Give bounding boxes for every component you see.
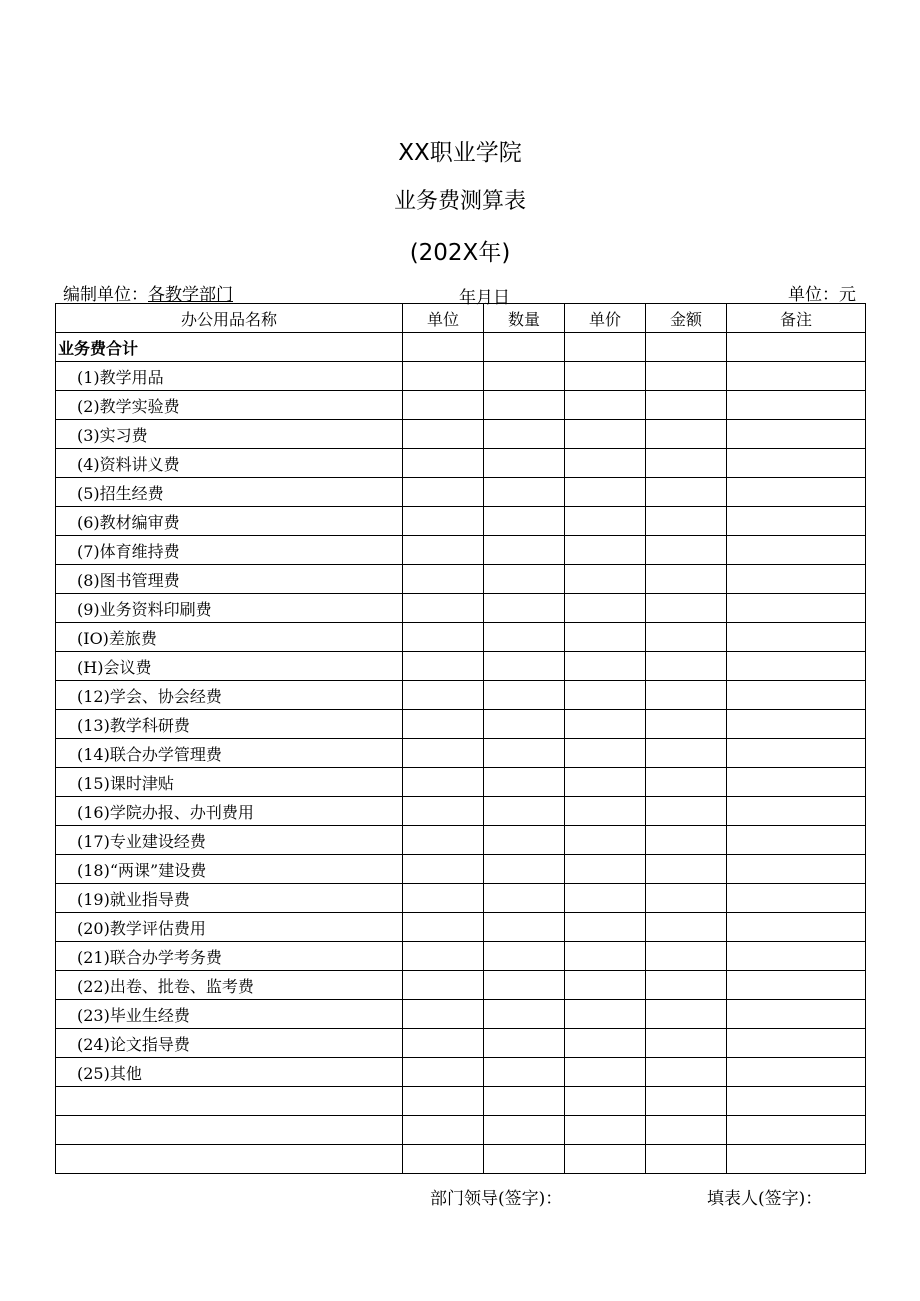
total-label: 业务费合计	[56, 333, 403, 362]
table-cell[interactable]	[727, 1000, 866, 1029]
table-cell[interactable]	[565, 797, 646, 826]
table-row	[56, 1058, 866, 1087]
table-cell[interactable]	[565, 362, 646, 391]
table-cell[interactable]	[484, 1029, 565, 1058]
table-cell[interactable]	[727, 710, 866, 739]
table-cell[interactable]	[484, 391, 565, 420]
table-cell[interactable]	[484, 884, 565, 913]
table-cell[interactable]	[403, 1029, 484, 1058]
table-cell[interactable]	[565, 565, 646, 594]
item-name-cell: (17)专业建设经费	[56, 826, 403, 855]
col-header-remarks: 备注	[727, 304, 866, 333]
table-cell[interactable]	[484, 449, 565, 478]
table-row	[56, 1145, 866, 1174]
table-cell[interactable]	[484, 594, 565, 623]
col-header-quantity: 数量	[484, 304, 565, 333]
table-row	[56, 797, 866, 826]
table-cell[interactable]	[484, 826, 565, 855]
table-cell[interactable]	[727, 420, 866, 449]
total-row	[56, 333, 866, 362]
table-cell[interactable]	[646, 1087, 727, 1116]
table-cell[interactable]	[403, 478, 484, 507]
table-cell[interactable]	[727, 913, 866, 942]
table-cell[interactable]	[484, 710, 565, 739]
table-cell[interactable]	[403, 449, 484, 478]
table-cell[interactable]	[646, 913, 727, 942]
table-cell[interactable]	[727, 478, 866, 507]
table-cell[interactable]	[565, 1029, 646, 1058]
table-cell[interactable]	[484, 913, 565, 942]
table-cell[interactable]	[403, 855, 484, 884]
table-row	[56, 884, 866, 913]
dept-leader-signature: 部门领导(签字)：	[430, 1189, 563, 1209]
table-cell[interactable]	[484, 1087, 565, 1116]
table-row	[56, 362, 866, 391]
table-cell[interactable]	[565, 884, 646, 913]
table-row	[56, 971, 866, 1000]
item-name-cell: (IO)差旅费	[56, 623, 403, 652]
table-cell[interactable]	[403, 652, 484, 681]
item-name-cell: (2)教学实验费	[56, 391, 403, 420]
table-cell[interactable]	[727, 536, 866, 565]
item-name-cell: (7)体育维持费	[56, 536, 403, 565]
table-cell[interactable]	[727, 884, 866, 913]
table-cell[interactable]	[565, 449, 646, 478]
table-row	[56, 420, 866, 449]
table-row	[56, 710, 866, 739]
currency-unit: 单位：元	[788, 285, 856, 305]
table-cell[interactable]	[565, 507, 646, 536]
table-cell[interactable]	[484, 1116, 565, 1145]
table-row	[56, 913, 866, 942]
table-cell[interactable]	[484, 942, 565, 971]
table-cell[interactable]	[646, 652, 727, 681]
table-cell[interactable]	[646, 1000, 727, 1029]
table-cell[interactable]	[484, 652, 565, 681]
item-name-cell: (3)实习费	[56, 420, 403, 449]
item-name-cell: (19)就业指导费	[56, 884, 403, 913]
table-cell[interactable]	[727, 1145, 866, 1174]
table-cell[interactable]	[727, 797, 866, 826]
table-cell[interactable]	[403, 710, 484, 739]
table-cell[interactable]	[565, 1145, 646, 1174]
table-row	[56, 855, 866, 884]
table-cell[interactable]	[565, 913, 646, 942]
year-label: (202X年)	[409, 240, 511, 266]
table-cell[interactable]	[727, 565, 866, 594]
table-cell[interactable]	[484, 1058, 565, 1087]
table-cell[interactable]	[646, 362, 727, 391]
table-cell[interactable]	[727, 391, 866, 420]
table-cell[interactable]	[403, 1145, 484, 1174]
table-cell[interactable]	[484, 855, 565, 884]
table-cell[interactable]	[565, 971, 646, 1000]
table-cell[interactable]	[646, 623, 727, 652]
table-cell[interactable]	[727, 594, 866, 623]
table-cell[interactable]	[646, 507, 727, 536]
table-row	[56, 391, 866, 420]
table-cell[interactable]	[646, 1116, 727, 1145]
table-cell[interactable]	[565, 1087, 646, 1116]
table-cell[interactable]	[484, 333, 565, 362]
table-cell[interactable]	[727, 971, 866, 1000]
table-cell[interactable]	[646, 855, 727, 884]
table-cell[interactable]	[403, 971, 484, 1000]
item-name-cell: (14)联合办学管理费	[56, 739, 403, 768]
compiling-unit	[63, 280, 233, 305]
table-cell[interactable]	[565, 826, 646, 855]
table-row	[56, 478, 866, 507]
table-cell[interactable]	[727, 1058, 866, 1087]
item-name-cell: (21)联合办学考务费	[56, 942, 403, 971]
table-cell[interactable]	[646, 594, 727, 623]
table-cell[interactable]	[403, 1116, 484, 1145]
item-name-cell: (1)教学用品	[56, 362, 403, 391]
table-cell[interactable]	[565, 623, 646, 652]
table-cell[interactable]	[646, 565, 727, 594]
table-cell[interactable]	[484, 565, 565, 594]
item-name-cell: (23)毕业生经费	[56, 1000, 403, 1029]
table-cell[interactable]	[646, 739, 727, 768]
table-cell[interactable]	[565, 391, 646, 420]
table-row	[56, 768, 866, 797]
table-cell[interactable]	[403, 420, 484, 449]
table-cell[interactable]	[403, 739, 484, 768]
table-cell[interactable]	[403, 826, 484, 855]
table-cell[interactable]	[727, 1029, 866, 1058]
col-header-amount: 金额	[646, 304, 727, 333]
item-name-cell	[56, 1116, 403, 1145]
table-cell[interactable]	[565, 942, 646, 971]
table-cell[interactable]	[727, 449, 866, 478]
table-cell[interactable]	[646, 420, 727, 449]
table-cell[interactable]	[646, 449, 727, 478]
table-cell[interactable]	[403, 681, 484, 710]
item-name-cell: (15)课时津贴	[56, 768, 403, 797]
date-field: 年月日	[459, 288, 510, 308]
table-cell[interactable]	[565, 594, 646, 623]
table-cell[interactable]	[727, 333, 866, 362]
table-cell[interactable]	[727, 826, 866, 855]
table-cell[interactable]	[727, 855, 866, 884]
table-cell[interactable]	[484, 507, 565, 536]
compiling-unit-label: 编制单位：	[63, 285, 148, 305]
table-cell[interactable]	[727, 768, 866, 797]
table-cell[interactable]	[646, 391, 727, 420]
table-cell[interactable]	[484, 420, 565, 449]
table-cell[interactable]	[403, 623, 484, 652]
table-cell[interactable]	[403, 362, 484, 391]
table-row	[56, 1116, 866, 1145]
table-cell[interactable]	[403, 1087, 484, 1116]
item-name-cell	[56, 1145, 403, 1174]
table-row	[56, 681, 866, 710]
table-cell[interactable]	[646, 1145, 727, 1174]
item-name-cell: (8)图书管理费	[56, 565, 403, 594]
item-name-cell: (24)论文指导费	[56, 1029, 403, 1058]
table-cell[interactable]	[727, 652, 866, 681]
item-name-cell: (5)招生经费	[56, 478, 403, 507]
table-cell[interactable]	[727, 942, 866, 971]
budget-table	[55, 303, 866, 1174]
table-cell[interactable]	[727, 739, 866, 768]
table-cell[interactable]	[484, 362, 565, 391]
table-cell[interactable]	[484, 1145, 565, 1174]
table-cell[interactable]	[403, 594, 484, 623]
table-row	[56, 739, 866, 768]
table-cell[interactable]	[565, 1058, 646, 1087]
table-cell[interactable]	[646, 1029, 727, 1058]
table-cell[interactable]	[403, 1000, 484, 1029]
table-cell[interactable]	[565, 420, 646, 449]
table-cell[interactable]	[565, 1116, 646, 1145]
table-row	[56, 652, 866, 681]
col-header-unit-price: 单价	[565, 304, 646, 333]
compiling-unit-value: 各教学部门	[148, 285, 233, 305]
table-cell[interactable]	[646, 768, 727, 797]
table-cell[interactable]	[727, 1087, 866, 1116]
table-cell[interactable]	[646, 536, 727, 565]
table-cell[interactable]	[403, 797, 484, 826]
table-cell[interactable]	[484, 739, 565, 768]
table-cell[interactable]	[565, 710, 646, 739]
table-cell[interactable]	[565, 739, 646, 768]
table-cell[interactable]	[403, 333, 484, 362]
table-cell[interactable]	[727, 1116, 866, 1145]
table-header-row	[56, 304, 866, 333]
table-cell[interactable]	[484, 478, 565, 507]
item-name-cell: (13)教学科研费	[56, 710, 403, 739]
table-cell[interactable]	[565, 652, 646, 681]
item-name-cell: (18)“两课”建设费	[56, 855, 403, 884]
table-row	[56, 1087, 866, 1116]
table-cell[interactable]	[484, 536, 565, 565]
table-row	[56, 826, 866, 855]
table-cell[interactable]	[403, 565, 484, 594]
table-cell[interactable]	[484, 1000, 565, 1029]
table-row	[56, 1029, 866, 1058]
item-name-cell: (20)教学评估费用	[56, 913, 403, 942]
table-cell[interactable]	[484, 623, 565, 652]
item-name-cell: (22)出卷、批卷、监考费	[56, 971, 403, 1000]
institution-title: XX职业学院	[398, 140, 522, 166]
item-name-cell: (H)会议费	[56, 652, 403, 681]
col-header-unit: 单位	[403, 304, 484, 333]
table-cell[interactable]	[484, 971, 565, 1000]
table-cell[interactable]	[727, 507, 866, 536]
col-header-item-name: 办公用品名称	[56, 304, 403, 333]
table-cell[interactable]	[565, 333, 646, 362]
table-row	[56, 623, 866, 652]
table-cell[interactable]	[727, 623, 866, 652]
table-cell[interactable]	[727, 362, 866, 391]
form-title: 业务费测算表	[393, 189, 526, 214]
table-cell[interactable]	[646, 797, 727, 826]
table-cell[interactable]	[646, 1058, 727, 1087]
item-name-cell: (6)教材编审费	[56, 507, 403, 536]
table-cell[interactable]	[403, 1058, 484, 1087]
item-name-cell: (12)学会、协会经费	[56, 681, 403, 710]
item-name-cell: (9)业务资料印刷费	[56, 594, 403, 623]
table-row	[56, 536, 866, 565]
table-cell[interactable]	[646, 942, 727, 971]
table-cell[interactable]	[565, 681, 646, 710]
table-cell[interactable]	[646, 971, 727, 1000]
item-name-cell: (25)其他	[56, 1058, 403, 1087]
filler-signature: 填表人(签字)：	[707, 1189, 823, 1209]
table-cell[interactable]	[727, 681, 866, 710]
table-cell[interactable]	[403, 507, 484, 536]
table-row	[56, 449, 866, 478]
table-cell[interactable]	[484, 681, 565, 710]
table-row	[56, 507, 866, 536]
table-cell[interactable]	[646, 681, 727, 710]
table-cell[interactable]	[403, 884, 484, 913]
table-cell[interactable]	[403, 942, 484, 971]
item-name-cell: (4)资料讲义费	[56, 449, 403, 478]
table-row	[56, 1000, 866, 1029]
table-cell[interactable]	[403, 913, 484, 942]
table-cell[interactable]	[565, 1000, 646, 1029]
table-cell[interactable]	[484, 768, 565, 797]
item-name-cell	[56, 1087, 403, 1116]
table-cell[interactable]	[646, 826, 727, 855]
table-cell[interactable]	[565, 478, 646, 507]
table-cell[interactable]	[646, 710, 727, 739]
item-name-cell: (16)学院办报、办刊费用	[56, 797, 403, 826]
table-cell[interactable]	[403, 768, 484, 797]
table-cell[interactable]	[565, 536, 646, 565]
table-row	[56, 594, 866, 623]
table-row	[56, 942, 866, 971]
table-cell[interactable]	[565, 768, 646, 797]
table-cell[interactable]	[646, 333, 727, 362]
table-row	[56, 565, 866, 594]
table-cell[interactable]	[646, 884, 727, 913]
table-cell[interactable]	[484, 797, 565, 826]
table-cell[interactable]	[646, 478, 727, 507]
table-cell[interactable]	[403, 391, 484, 420]
table-cell[interactable]	[565, 855, 646, 884]
table-cell[interactable]	[403, 536, 484, 565]
